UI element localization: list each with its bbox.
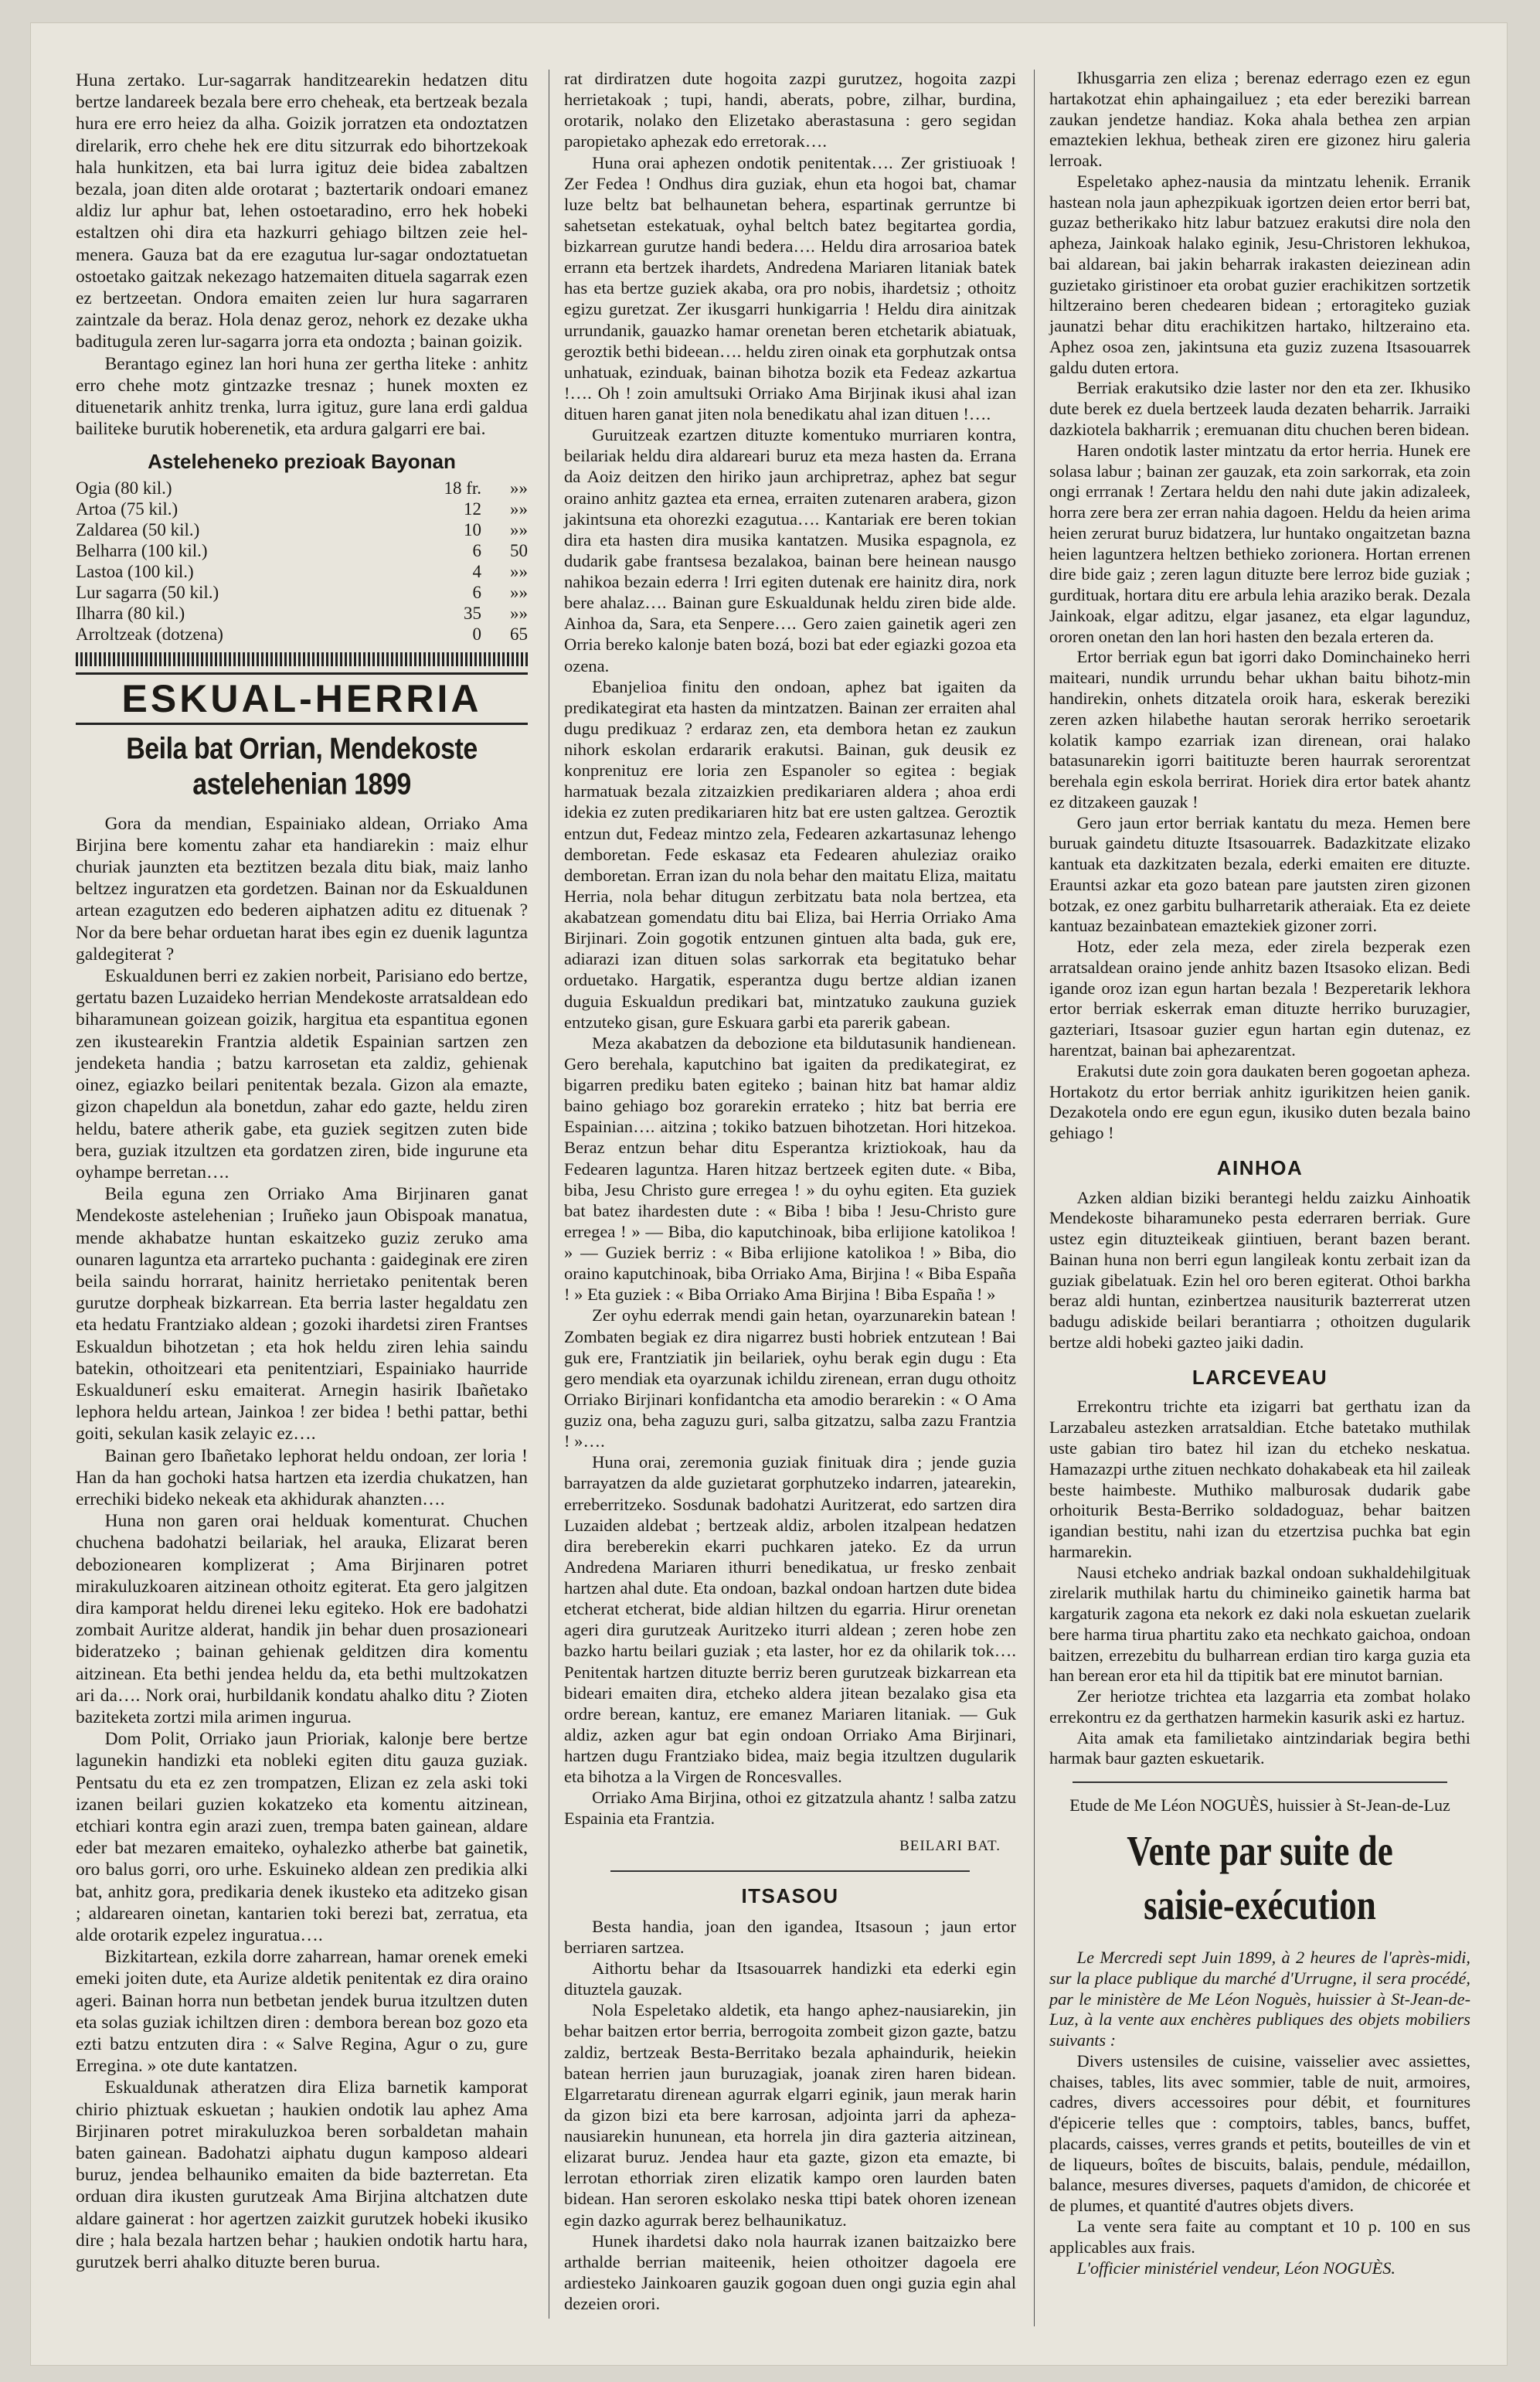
article-paragraph: Eskualdunen berri ez zakien norbeit, Parisiano edo bertze, gertatu bazen Luzaideko herrian Mendekoste arratsaldean edo biharamunean goizean goizik, hargitua eta espantitua egonen zen ikustearekin Frantzia aldetik Espainian sartzen zen jendeketa handia ; batzu karrosetan eta zaldiz, gehienak oinez, egiazko beilari penitentak bezala. Gizon ala emazte, gizon chapeldun ala bonetdun, zahar edo gazte, heldu ziren heldu, batere atherik gabe, eta guziek segitzen zuten bide bera, guziak itzultzen eta gordatzen ziren, bide ingurune eta oyhampe berretan…. <box>76 966 528 1182</box>
price-row: Ilharra (80 kil.) 35 »» <box>76 603 528 623</box>
masthead: ESKUAL-HERRIA <box>76 672 528 725</box>
notice-etude: Etude de Me Léon NOGUÈS, huissier à St-Jean-de-Luz <box>1069 1795 1450 1815</box>
article-paragraph: Nola Espeletako aldetik, eta hango aphez-nausiarekin, jin behar baitzen ertor berria, berrogoita zombeit gizon gazte, batzu zaldiz, bertzeak Besta-Berritako bezala aphaindurik, heiekin batean herrien jaun buruzagiak, joanak ziren haren bidean. Elgarretaratu direnean agurrak elgarri eginik, jaun merak harin da gizon bizi eta bere karrosan, adjointa jarri da apheza-nausiarekin hununean, eta horrela jin dira gazteria aitzinean, elizarat buruz. Jendea haur eta gazte, gizon eta emazte, bi lerrotan ethorriak ziren elizatik kampo oren laurden baten bidean. Han seroren eskolako neska ttipi batek ohoren izenean egin dazko agurrak berez belhaunikatuz. <box>564 2000 1016 2230</box>
article-paragraph: Berriak erakutsiko dzie laster nor den eta zer. Ikhusiko dute berek ez duela bertzeek lauda dezaten beharrik. Jarraiki dazkiotela bakharrik ; eremuanan ditu chuchen beren bidean. <box>1049 378 1470 440</box>
article-paragraph: Espeletako aphez-nausia da mintzatu lehenik. Erranik hastean nola jaun aphezpikuak igortzen deien ertor berri bat, guzaz betherikako hitz labur batzuez erakutsi dire nola den apheza, Jainkoak halako eginik, Jesu-Christoren lekhukoa, bai aldarean, bai jakin beharrak irakasten deiezinean adin guzietako giristinoer eta orobat guzier erachikitzen sortzetik hiltzeraino beren chedearen bidean ; ertoragiteko guziak jaunatzi behar ditu erachikitzen hartako, hiltzeraino eta. Aphez osoa zen, jakintsuna eta guziz zuzena Itsasouarrek galdu duten ertora. <box>1049 171 1470 377</box>
prices-table <box>76 478 528 645</box>
price-row: Lur sagarra (50 kil.) 6 »» <box>76 582 528 602</box>
section-divider <box>610 1870 970 1872</box>
article-paragraph: Nausi etcheko andriak bazkal ondoan sukhaldehilgituak zirelarik muthilak hartu du chimineiko gainetik harma bat kargaturik zagona eta nekork ez daki nola eskuetan zuelarik bere harma tirua phartitu zako eta nechkato gaichoa, ondoan baitzen, errezebitu du bulharrean erdian tiro karga guzia eta han berean eror eta hil da ttipitik bat ere minutot barnian. <box>1049 1562 1470 1686</box>
notice-paragraph: Le Mercredi sept Juin 1899, à 2 heures de l'après-midi, sur la place publique du marché d'Urrugne, il sera procédé, par le ministère de Me Léon Noguès, huissier à St-Jean-de-Luz, à la vente aux enchères publiques des objets mobiliers suivants : <box>1049 1948 1470 2050</box>
article-paragraph: Guruitzeak ezartzen dituzte komentuko murriaren kontra, beilariak heldu dira aldareari buruz eta meza hasten da. Errana da Aoiz deitzen den hiriko jaun archipretraz, aphez bat segur oraino anhitz gaztea eta ernea, erraiten zutenaren arabera, gizon jakintsuna eta ohorezki ezagutua…. Kantariak ere beren tokian dira eta hasten dira musika kantatzen. Musika espagnola, ez dudarik gabe frantsesa bezalakoa, bainan bere heinean nausgo nahikoa bezain ederra ! Irri egiten dutenak ere hainitz dira, nork bere ahalaz…. Bainan gure Eskualdunak heldu ziren bide alde. Ainhoa da, Sara, eta Senpere…. Gero zaien gainetik ageri zen Orria bereko kalonje baten bozá, bozi bat eder egiazki gozoa eta ozena. <box>564 425 1016 675</box>
article-paragraph: Ikhusgarria zen eliza ; berenaz ederrago ezen ez egun hartakotzat ehin aphaingailuez ; eta eder bereziki barrean zaukan jendetze handiaz. Koka ahala bethea zen arpian emaztekien lekhua, betheak ziren ere gizonez hiru galeria lerroak. <box>1049 68 1470 171</box>
article-paragraph: Gora da mendian, Espainiako aldean, Orriako Ama Birjina bere komentu zahar eta handiarekin : maiz elhur churiak jaunzten eta beztitzen bezala ditu biak, maiz lanho beltzez inguratzen eta gordetzen. Bainan nor da Eskualdunen artean ezagutzen edo bederen aiphatzen aditu ez dituenak ? Nor da bere behar orduetan harat ibes egin ez duenik laguntza galdegiterat ? <box>76 813 528 965</box>
article-headline: Beila bat Orrian, Mendekoste astelehenian 1899 <box>126 731 478 801</box>
article-paragraph: Errekontru trichte eta izigarri bat gerthatu izan da Larzabaleu astezken arratsaldian. Etche batetako muthilak uste gabian tiro batez hil izan du etcheko neskatua. Hamazazpi urthe zituen nechkato dohakabeak eta hil zaileak beste haimbeste. Muthiko malburosak dudarik gabe orhoiturik Besta-Berriko soldadoguaz, behar baitzen igandian bestitu, nahi izan du etzertzisa puchka bat egin harmarekin. <box>1049 1397 1470 1561</box>
article-paragraph: Huna non garen orai helduak komenturat. Chuchen chuchena badohatzi beilariak, hel arauka, Elizarat beren debozionearen komplizerat ; Ama Birjinaren potret mirakuluzkoaren aitzinean othoitz egiterat. Eta gero jalgitzen dira kamporat heldu direnei leku egiteko. Hok ere badohatzi zombait Auritze alderat, handik jin behar duen prosazioneari bideratzeko ; bainan gehienak gelditzen dira komentu aitzinean. Eta bethi jendea heldu da, eta bethi multzokatzen ari da…. Nork orai, hurbildanik kondatu ahalko ditu ? Zioten baziteketa zortzi mila arimen ingurua. <box>76 1511 528 1727</box>
newspaper-page <box>31 23 1507 2365</box>
article-signature: BEILARI BAT. <box>899 1837 1001 1854</box>
article-paragraph: Beila eguna zen Orriako Ama Birjinaren ganat Mendekoste astelehenian ; Iruñeko jaun Obispoak manatua, mende akhabatze huntan eskaitzeko guziz zeruko ama ounaren laguntza eta arrarteko puchanta : gaideginak ere ziren beila saindu horrarat, hainitz herrietako penitentak beren gurutze dorpheak bizkarrean. Eta berria laster hegaldatu zen eta hedatu Frantziako aldean ; gozoki ihardetsi ziren Frantses Eskualdun bihotzetan ; eta hok heldu ziren lehia saindu batekin, othoitzeari eta penitentziari, Espainiako haurride Eskualdunerí esku emaiterat. Arnegin hasirik Ibañetako lephora heldu artean, Jainkoa ! zer bidea ! bethi pattar, bethi goiti, sekulan kasik zelayic ez…. <box>76 1184 528 1445</box>
article-paragraph: Gero jaun ertor berriak kantatu du meza. Hemen bere buruak gaindetu dituzte Itsasouarrek. Badazkitzate elizako kantuak eta dazkitzaten bezala, ederki emaiten ere dituzte. Erauntsi azkar eta gozo batean pare jautsten ziren gizonen botzak, ez onez garbitu bulharretarik atheraiak. Eta ez deiete kantuaz bezainbatean emaztekiek gizoner zorri. <box>1049 812 1470 936</box>
price-row: Belharra (100 kil.) 6 50 <box>76 540 528 560</box>
price-row: Zaldarea (50 kil.) 10 »» <box>76 519 528 539</box>
article-paragraph: Ertor berriak egun bat igorri dako Dominchaineko herri maiteari, nundik urrundu behar ukhan baitu bihotz-min handirekin, onhets ditzatela oroik hara, eskerak bereziki zeren azken hilabethe hautan serorak herriko seroetarik kolatik kampo ezarriak izan direnean, orai halako batasunarekin igorri baitituzte beren haurrak serorentzat berehala egin eskola berrirat. Horiek dira ertor batek ahantz ez ditzakeen gauzak ! <box>1049 647 1470 812</box>
article-paragraph: Orriako Ama Birjina, othoi ez gitzatzula ahantz ! salba zatzu Espainia eta Frantzia. <box>564 1788 1016 1829</box>
section-divider <box>1073 1781 1447 1783</box>
article-paragraph: Dom Polit, Orriako jaun Prioriak, kalonje bere bertze lagunekin handizki eta nobleki egiten ditu gauza guziak. Pentsatu du eta ez zen trompatzen, Elizan ez zela aski toki izanen beilari guzien kokatzeko eta komentu aitzinean, etchiari kontra egin arazi zuen, trempa baten gainean, aldare eder bat mezaren emaiteko, oyhalezko atherbe bat gainetik, oro balus gorri, oro urhe. Eskuineko aldean zen predikia alki bat, anhitz gora, predikaria denek ikusteko eta aditzeko gisan ; aldarearen oinetan, kantarien toki berezi bat, zerratua, eta alde orotarik ezpelez inguratua…. <box>76 1729 528 1946</box>
price-row: Artoa (75 kil.) 12 »» <box>76 499 528 519</box>
notice-signature: L'officier ministériel vendeur, Léon NOGUÈS. <box>1076 2258 1396 2278</box>
article-paragraph: Huna zertako. Lur-sagarrak handitzearekin hedatzen ditu bertze landareek bezala bere erro cheheak, eta bertzeak bezala hura ere erro heiez da alha. Goizik jorratzen eta ondoztatzen direlarik, erro chehe hek ere ditu sitzurrak edo bihortzekoak hala hunkitzen, eta bai lurra igituz deie bidea zabaltzen bezala, joan diten alde orotarat ; baztertarik ondoari emanez aldiz lur aphur bat, lehen ostoetaradino, erro hek hobeki estaltzen ohi dira eta hazkurri gehiago biltzen zeie hel-menera. Gauza bat da ere ezagutua lur-sagar ondoztatuetan ostoetako gaitzak nekezago hatzemaiten dituela sagarrak ezen ez bertzeetan. Ondora emaiten zeien lur hura sagarraren zaintzale da beraz. Hola denaz geroz, nehork ez dezake ukha baditugula zeren lur-sagarra jorra eta ondozta ; bainan goizik. <box>76 70 528 352</box>
column-rule-2 <box>1034 70 1035 2326</box>
article-paragraph: Hotz, eder zela meza, eder zirela bezperak ezen arratsaldean oraino jende anhitz bazen Itsasoko elizan. Bedi igande oroz izan egun hartan bezala ! Bezperetarik lekhora ertor berriak eskerrak eman dituzte herriko buruzagier, gazteriari, Itsasoar guzier egun hartan egin dutenaz, ez harentzat, bainan bai aphezarentzat. <box>1049 937 1470 1060</box>
notice-paragraph: Divers ustensiles de cuisine, vaisselier avec assiettes, chaises, tables, lits avec sommier, table de nuit, armoires, cadres, divers accessoires pour débit, et fournitures d'épicerie telles que : comptoirs, tables, bancs, buffet, placards, caisses, verres grands et petits, bouteilles de vin et de liqueurs, boîtes de biscuits, balais, pendule, médaillon, balance, mesures diverses, paquets d'amidon, de chicorée et de plumes, et quantité d'autres objets divers. <box>1049 2050 1470 2216</box>
article-paragraph: Huna orai aphezen ondotik penitentak…. Zer gristiuoak ! Zer Fedea ! Ondhus dira guziak, ehun eta hogoi bat, chamar luze beltz bat belhaunetan behera, espartinak gerruntze bi sahetsetan estekatuak, oyhal beltch batez begitartea gordia, bizkarrean gurutze handi bedera…. Heldu dira arrosarioa batek errann eta bertzek ihardets, Andredena Mariaren litaniak batek has eta bertze guziek akaba, ora pro nobis, ihardetsiz ; othoitz egizu guretzat. Zer ikusgarri hunkigarria ! Heldu dira ainitzak urrundanik, gauazko hamar orenetan beren etchetarik abiatuak, geroztik bethi bideean…. heldu ziren oinak eta gorphutzak ontsa unhatuak, ezinduak, bainan bihotza bozik eta Fedeaz azkartua !…. Oh ! zoin amultsuki Orriako Ama Birjinak ikusi ahal izan dituen haren ganat jiten nola benedikatu ahal izan dituen !…. <box>564 152 1016 424</box>
notice-title: Vente par suite de saisie-exécution <box>1127 1827 1393 1929</box>
article-paragraph: Erakutsi dute zoin gora daukaten beren gogoetan apheza. Hortakotz du ertor berriak anhitz igurikitzen heien ganik. Dezakotela ondo ere egun egun, ikusiko duten bezala baino gehiago ! <box>1049 1060 1470 1143</box>
column-3 <box>1049 68 1470 2278</box>
article-paragraph: Ebanjelioa finitu den ondoan, aphez bat igaiten da predikategirat eta hasten da mintzatzen. Bainan zer erraiten ahal dugu predikuaz ? erdaraz zen, eta dembora hetan ez zaukun nihork eskolan erdararik erakutsi. Bainan, guk deusik ez konprenituz ere loria zen Espanoler so egitea : begiak harmatuak bezala zitzaizkien predikariaren aldera ; ahoa erdi idekia ez zuten predikariaren hitz bat ere usten galtzea. Geroztik entzun dut, Fedeaz mintzo zela, Fedearen azkartasunaz lehengo demboretan. Fede eskasaz eta Fedearen ahuleziaz oraiko demboretan. Erran izan du nola behar den maitatu Eliza, maitatu Herria, nola behar ditugun zerbitzatu bata nola bertzea, eta akabatzean gomendatu ditu bai Eliza, bai Herria Orriako Ama Birjinari. Zoin gogotik entzunen gintuen alta bada, guk ere, adiarazi izan dituen solas sarkorrak eta begitatuko behar orduetako. Hargatik, esperantza dugu bertze aldian izanen duguia Eskualdun predikari bat, mintzatuko zaukuna guziek entzuteko gisan, gure Eskuara garbi eta parerik gabean. <box>564 676 1016 1032</box>
article-paragraph: Azken aldian biziki berantegi heldu zaizku Ainhoatik Mendekoste biharamuneko pesta ederraren berriak. Gure ustez egin dituzteikeak giintiuen, berant bazen berant. Bainan huna non berri egun langileak kontu zerbait izan da guziak gibelatuak. Ezin hel oro beren egiterat. Othoi barkha beraz aldi huntan, ezinbertzea nausiturik bazterrerat utzen badugu adiskide beilari berantiarra ; othoitzen dugularik bertze aldi hobeki gazteo jaiki dadin. <box>1049 1187 1470 1352</box>
price-row: Arroltzeak (dotzena) 0 65 <box>76 624 528 644</box>
article-paragraph: Hunek ihardetsi dako nola haurrak izanen baitzaizko bere arthalde berrian maiteenik, heien othoitzer dagoela ere ardiesteko Jainkoaren gauzik gogoan duen ongi guzia egin ahal dezeien orori. <box>564 2231 1016 2313</box>
section-heading-ainhoa: AINHOA <box>1216 1155 1304 1179</box>
decorative-rule <box>76 652 528 666</box>
section-heading-larceveau: LARCEVEAU <box>1192 1365 1328 1389</box>
article-paragraph: Aithortu behar da Itsasouarrek handizki eta ederki egin dituztela gauzak. <box>564 1958 1016 1999</box>
notice-paragraph: La vente sera faite au comptant et 10 p. 100 en sus applicables aux frais. <box>1049 2216 1470 2257</box>
article-paragraph: Huna orai, zeremonia guziak finituak dira ; jende guzia barrayatzen da alde guzietarat gorphutzeko indarren, jatearekin, erreberritzeko. Sosdunak badohatzi Auritzerat, edo sartzen dira Luzaiden aldebat ; bertzeak aldiz, arbolen itzalpean hedatzen dira bereberekin ekarri puchkaren jateko. Ez da urrun Andredena Mariaren ithurri benedikatua, ur fresko zenbait hartzen ahal dute. Eta ondoan, bazkal ondoan hartzen dute bidea etcherat etcherat, bide aldian hiltzen du egarria. Hirur orenetan ageri dira gurutzeak Auritzeko iturri aldean ; zeren hobe zen bazko hartu beilari guziak ; eta laster, hor ez da ohilarik tok…. Penitentak hartzen dituzte berriz beren gurutzeak bizkarrean eta bideari emaiten dira, etcheko aldera jitean bezalako gisa eta ordre berean, kantuz, ere emanez Mariaren litaniak. — Guk aldiz, azken agur bat egin ondoan Orriako Ama Birjinari, hartzen dugu Frantziako bidea, maiz begia itzultzen dugularik eta bihotza a la Virgen de Roncesvalles. <box>564 1452 1016 1787</box>
price-row: Lastoa (100 kil.) 4 »» <box>76 561 528 581</box>
article-paragraph: Zer heriotze trichtea eta lazgarria eta zombat holako errekontru ez da gerthatzen harmekin kasurik aski ez hartuz. <box>1049 1686 1470 1727</box>
price-row: Ogia (80 kil.) 18 fr. »» <box>76 478 528 498</box>
article-paragraph: Eskualdunak atheratzen dira Eliza barnetik kamporat chirio phiztuak eskuetan ; haukien ondotik lau aphez Ama Birjinaren potret mirakuluzkoa beren sorbaldetan mahain baten gainean. Badohatzi aiphatu dugun kamposo aldeari buruz, jendea belhauniko emaiten da bide bazterretan. Eta orduan dira ikusten gurutzeak Ama Birjina altchatzen dute aldare gainerat : hor agertzen zaizkit gurutzek hobeki ikusiko dire ; hala bezala hartzen behar ; haukien ondotik hartu hara, gurutzek berri ahalko dituzte beren burua. <box>76 2077 528 2273</box>
column-1 <box>76 70 528 2273</box>
article-paragraph: Besta handia, joan den igandea, Itsasoun ; jaun ertor berriaren sartzea. <box>564 1916 1016 1957</box>
article-paragraph: Zer oyhu ederrak mendi gain hetan, oyarzunarekin batean ! Zombaten begiak ez dira nigarrez busti hobriek entzutean ! Bai guk ere, Frantziatik jin beilariek, oyhu berak egin dugu : Eta gero mendiak eta oyarzunak ichildu zirenean, erran dugu othoitz Orriako Birjinari konfidantcha eta amodio berarekin : « O Ama guziz ona, beha zaguzu guri, salba gitzatzu, salba zazu Frantzia ! »…. <box>564 1305 1016 1451</box>
prices-title: Asteleheneko prezioak Bayonan <box>148 450 456 474</box>
article-paragraph: Berantago eginez lan hori huna zer gertha liteke : anhitz erro chehe motz gintzazke tresnaz ; hunek moxten ez dituenetarik anhitz trenka, lurra igituz, gure lana erdi galdua bailiteke burutik hoberenetik, eta ardura galgarri ere bai. <box>76 353 528 440</box>
column-2 <box>564 68 1016 2314</box>
section-heading-itsasou: ITSASOU <box>741 1883 839 1907</box>
article-paragraph: Bainan gero Ibañetako lephorat heldu ondoan, zer loria ! Han da han gochoki hatsa hartzen eta izerdia chukatzen, han errechiki bideko nekeak eta akhidurak ahanzten…. <box>76 1445 528 1509</box>
article-paragraph: Meza akabatzen da debozione eta bildutasunik handienean. Gero berehala, kaputchino bat igaiten da predikategirat, ez bigarren prediku baten egiteko ; bainan hitz bat hamar aldiz baino gehiago boz gorarekin errateko ; hitz bat berria ere Espainian…. aitzina ; tokiko batzuen bihotzetan. Hori hitzekoa. Beraz entzun behar ditu Esperantza kriztiokoak, hau da Fedearen laguntza. Haren hitzaz bertzeek egiten dute. « Biba, biba, Jesu Christo gure erregea ! » du oyhu egiten. Eta guziek bat batez ihardesten dute : « Biba ! biba ! Jesu-Christo gure erregea ! » — Biba, dio kaputchinoak, biba erlijione katolikoa ! » — Guziek berriz : « Biba erlijione katolikoa ! » Biba, dio oraino kaputchinoak, biba Orriako Ama, Birjina ! « Biba España ! » Eta guziek : « Biba Orriako Ama Birjina ! Biba España ! » <box>564 1033 1016 1305</box>
article-paragraph: rat dirdiratzen dute hogoita zazpi gurutzez, hogoita zazpi herrietakoak ; tupi, handi, aberats, pobre, zilhar, burdina, orotarik, nolako den Elizetako aberastasuna : gero segidan paropietako aphezak edo erretorak…. <box>564 69 1016 151</box>
article-paragraph: Bizkitartean, ezkila dorre zaharrean, hamar orenek emeki emeki joiten dute, eta Aurize aldetik penitentak ez dira oraino ageri. Bainan horra nun betbetan jendek burua itzultzen duten eta solas guziak ichiltzen diren : dembora berean boz gozo eta ezti batzu entzuten dira : « Salve Regina, Agur o zu, gure Erregina. » ote dute kantatzen. <box>76 1947 528 2077</box>
article-paragraph: Aita amak eta familietako aintzindariak begira bethi harmak baur gazten eskuetarik. <box>1049 1727 1470 1768</box>
article-paragraph: Haren ondotik laster mintzatu da ertor herria. Hunek ere solasa labur ; bainan zer gauzak, eta zoin sarkorrak, eta zoin ongi errranak ! Zertara heldu den nahi dute jakin adizaleek, horra zere bera zer erran nahia dagoen. Heldu da heien arima heien zerurat buruz bidatzera, lur huntako ongaitzetan bazna heien laguntzera heltzen bethieko zorionera. Hortan errenen dire bide gaiz ; zeren lagun dituzte bere lerroz bide guziak ; gurdituak, hortara ditu ere arbula lehia araziko berak. Dezala Jainkoak, elgar aditzu, elgar jasanez, eta elgar lagunduz, ororen onetan den lan hori hasten den bezala erteren da. <box>1049 440 1470 646</box>
